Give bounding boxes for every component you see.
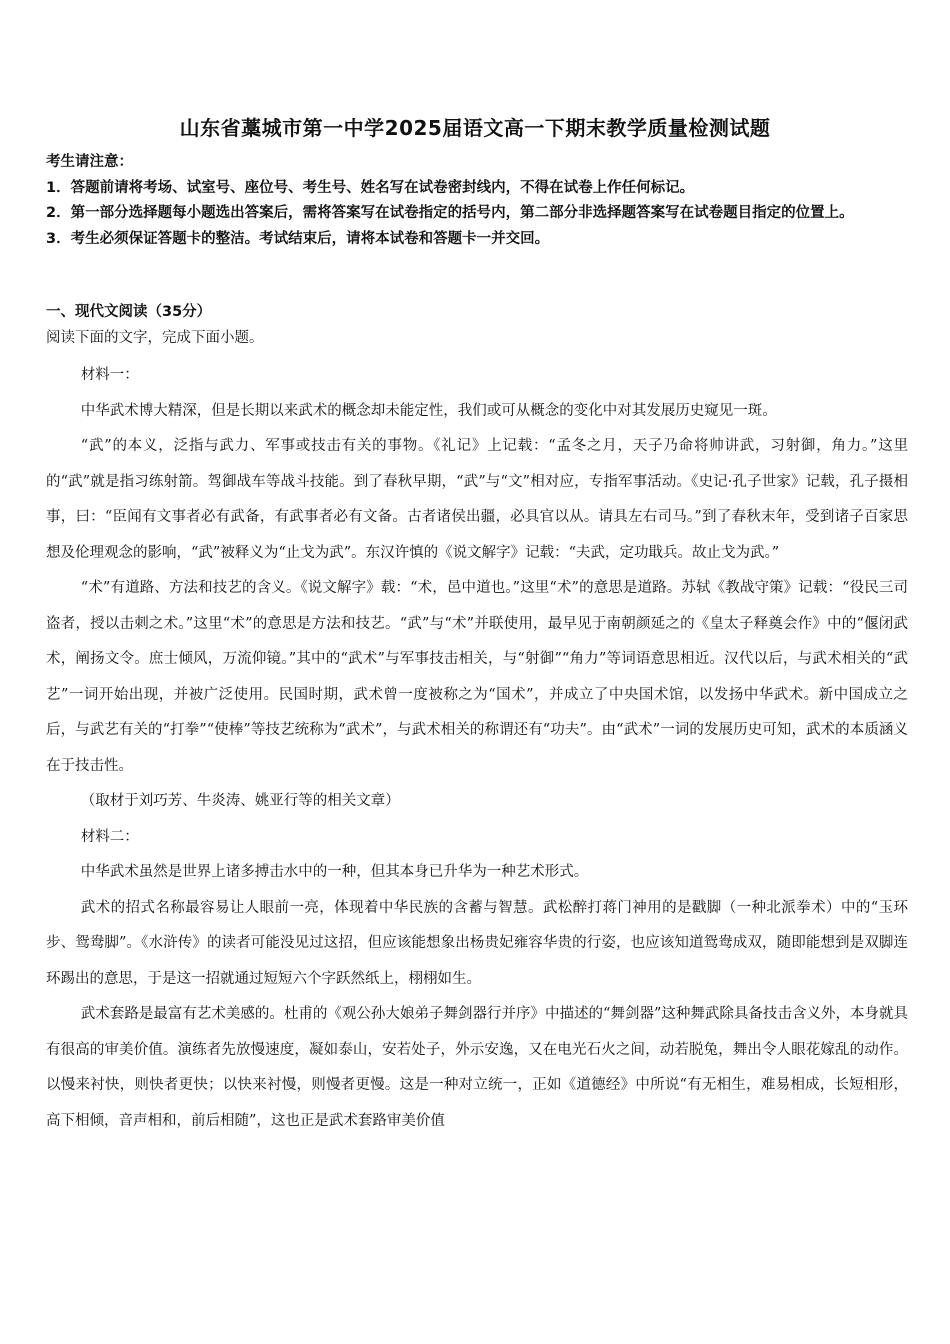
section-heading: 一、现代文阅读（35分） (46, 304, 212, 320)
material-2-label: 材料二： (80, 828, 139, 845)
notice-item-3: 3．考生必须保证答题卡的整洁。考试结束后，请将本试卷和答题卡一并交回。 (46, 230, 550, 247)
material-1-paragraph: “术”有道路、方法和技艺的含义。《说文解字》载：“术，邑中道也。”这里“术”的意思是道路。苏轼《教战守策》记载：“役民三司盗者，授以击刺之术。”这里“术”的意思是方法和技艺。“武”与“术”并联使用，最早见于南朝颜延之的《皇太子释奠会作》中的“偃闭武术，阐扬文令。庶士倾风，万流仰镜。”其中的“武术”与军事技击相关，与“射御”“角力”等词语意思相近。汉代以后，与武术相关的“武艺”一词开始出现，并被广泛使用。民国时期，武术曾一度被称之为“国术”，并成立了中央国术馆，以发扬中华武术。新中国成立之后，与武艺有关的“打拳”“使棒”等技艺统称为“武术”，与武术相关的称谓还有“功夫”。由“武术”一词的发展历史可知，武术的本质涵义在于技击性。 (46, 580, 908, 774)
candidate-notice (46, 150, 904, 252)
material-1-paragraph: 中华武术博大精深，但是长期以来武术的概念却未能定性，我们或可从概念的变化中对其发展历史窥见一斑。 (80, 402, 777, 419)
exam-title: 山东省藁城市第一中学2025届语文高一下期末教学质量检测试题 (179, 116, 771, 140)
material-2-paragraph: 武术套路是最富有艺术美感的。杜甫的《观公孙大娘弟子舞剑器行并序》中描述的“舞剑器”这种舞武除具备技击含义外，本身就具有很高的审美价值。演练者先放慢速度，凝如泰山，安若处子，外示安逸，又在电光石火之间，动若脱兔，舞出令人眼花嫁乱的动作。以慢来衬快，则快者更快；以快来衬慢，则慢者更慢。这是一种对立统一，正如《道德经》中所说“有无相生，难易相成，长短相形，高下相倾，音声相和，前后相随”，这也正是武术套路审美价值 (46, 1006, 908, 1129)
notice-heading: 考生请注意： (46, 154, 133, 170)
material-2-paragraph: 中华武术虽然是世界上诸多搏击水中的一种，但其本身已升华为一种艺术形式。 (80, 864, 589, 880)
material-2-paragraph: 武术的招式名称最容易让人眼前一亮，体现着中华民族的含蓄与智慧。武松醉打蒋门神用的是戳脚（一种北派拳术）中的“玉环步、鸳鸯脚”。《水浒传》的读者可能没见过这招，但应该能想象出杨贵妃雍容华贵的行姿，也应该知道鸳鸯成双，随即能想到是双脚连环踢出的意思，于是这一招就通过短短六个字跃然纸上，栩栩如生。 (46, 899, 908, 987)
material-1-source: （取材于刘巧芳、牛炎涛、姚亚行等的相关文章） (80, 793, 400, 809)
reading-passage (46, 358, 908, 1139)
material-1-label: 材料一： (80, 367, 139, 383)
notice-item-2: 2．第一部分选择题每小题选出答案后，需将答案写在试卷指定的括号内，第二部分非选择题答案写在试卷题目指定的位置上。 (46, 205, 854, 221)
section-instruction: 阅读下面的文字，完成下面小题。 (46, 330, 264, 346)
notice-item-1: 1．答题前请将考场、试室号、座位号、考生号、姓名写在试卷密封线内，不得在试卷上作任何标记。 (46, 179, 695, 196)
material-1-paragraph: “武”的本义，泛指与武力、军事或技击有关的事物。《礼记》上记载：“孟冬之月，天子乃命将帅讲武，习射御，角力。”这里的“武”就是指习练射箭。驾御战车等战斗技能。到了春秋早期，“武”与“文”相对应，专指军事活动。《史记·孔子世家》记载，孔子摄相事，曰：“臣闻有文事者必有武备，有武事者必有文备。古者诸侯出疆，必具官以从。请具左右司马。”到了春秋末年，受到诸子百家思想及伦理观念的影响，“武”被释义为“止戈为武”。东汉许慎的《说文解字》记载：“夫武，定功戢兵。故止戈为武。” (46, 438, 908, 561)
